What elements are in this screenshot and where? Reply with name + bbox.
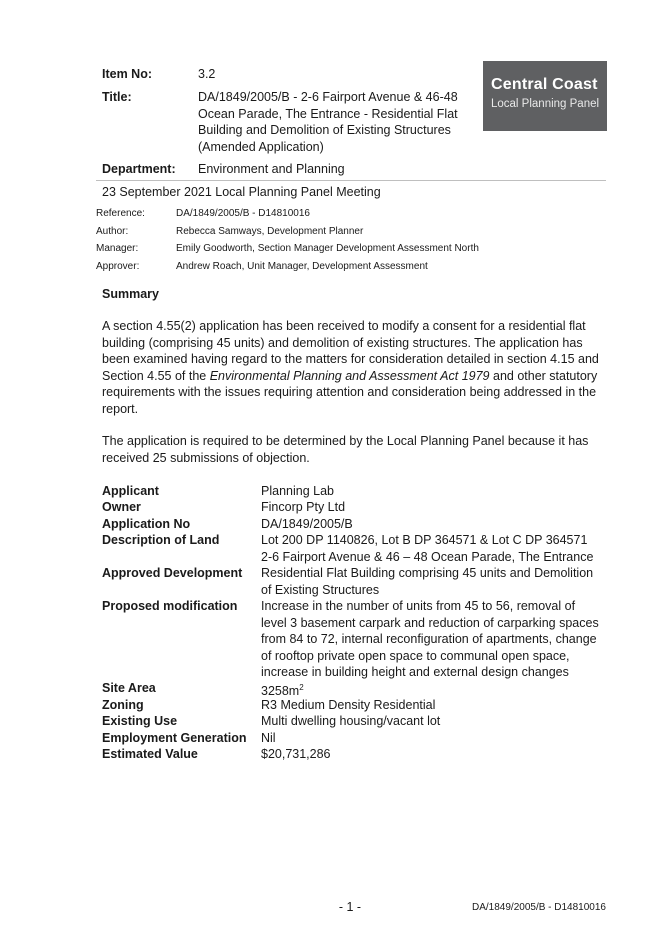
summary-text: A section 4.55(2) application has been received to modify a consent for a residential flat building (comprising 45 units) and demolition of existing structures. The application has been examined having regard to the matters for consideration detailed in section 4.15 and Section 4.55 of the <box>102 319 599 383</box>
detail-line: DA/1849/2005/B <box>261 517 353 531</box>
title-label: Title: <box>102 90 132 104</box>
meta-value-approver: Andrew Roach, Unit Manager, Development Assessment <box>176 261 428 272</box>
meta-value-author: Rebecca Samways, Development Planner <box>176 226 364 237</box>
detail-label-zoning: Zoning <box>102 698 144 712</box>
department-value: Environment and Planning <box>198 162 345 176</box>
detail-value-approved-development <box>261 565 606 598</box>
site-area-value: 3258m <box>261 684 300 699</box>
meeting-title: 23 September 2021 Local Planning Panel Meeting <box>102 185 381 199</box>
detail-label-employment-generation: Employment Generation <box>102 731 247 745</box>
detail-label-proposed-modification: Proposed modification <box>102 599 238 613</box>
act-name: Environmental Planning and Assessment Act 1979 <box>209 368 490 383</box>
detail-value-employment-generation <box>261 730 606 747</box>
summary-heading: Summary <box>102 287 159 301</box>
meta-value-manager: Emily Goodworth, Section Manager Development Assessment North <box>176 243 479 254</box>
detail-line: $20,731,286 <box>261 747 331 761</box>
detail-line: Nil <box>261 731 276 745</box>
detail-label-owner: Owner <box>102 500 141 514</box>
summary-text: and other statutory requirements with the issues requiring attention and consideration being addressed in the report. <box>102 368 598 416</box>
detail-line: increase in building height and external design changes <box>261 665 569 679</box>
detail-value-estimated-value <box>261 746 606 763</box>
detail-line: 2-6 Fairport Avenue & 46 – 48 Ocean Parade, The Entrance <box>261 549 594 564</box>
meta-label-reference: Reference: <box>96 208 145 219</box>
logo-title: Central Coast <box>491 76 598 93</box>
detail-label-approved-development: Approved Development <box>102 566 243 580</box>
detail-label-existing-use: Existing Use <box>102 714 178 728</box>
detail-line: Residential Flat Building comprising 45 units and Demolition <box>261 566 594 580</box>
detail-line: of rooftop private open space to communal open space, <box>261 648 570 663</box>
detail-line: of Existing Structures <box>261 582 380 597</box>
detail-line: Multi dwelling housing/vacant lot <box>261 714 441 728</box>
detail-value-owner <box>261 499 606 516</box>
logo-subtitle: Local Planning Panel <box>491 98 600 110</box>
central-coast-logo <box>483 61 607 131</box>
detail-line: R3 Medium Density Residential <box>261 698 436 712</box>
meta-label-author: Author: <box>96 226 129 237</box>
detail-line: Lot 200 DP 1140826, Lot B DP 364571 & Lot C DP 364571 <box>261 533 588 547</box>
detail-line: Increase in the number of units from 45 to 56, removal of <box>261 599 576 613</box>
detail-label-application-no: Application No <box>102 517 191 531</box>
detail-line: Planning Lab <box>261 484 334 498</box>
title-line: DA/1849/2005/B - 2-6 Fairport Avenue & 46-48 <box>198 90 458 104</box>
title-line: Building and Demolition of Existing Structures <box>198 123 451 137</box>
meta-label-manager: Manager: <box>96 243 139 254</box>
item-no-value: 3.2 <box>198 67 216 81</box>
department-label: Department: <box>102 162 176 176</box>
title-line: Ocean Parade, The Entrance - Residential Flat <box>198 106 458 121</box>
detail-label-site-area: Site Area <box>102 681 156 695</box>
detail-line: level 3 basement carpark and reduction of carparking spaces <box>261 615 599 630</box>
detail-label-applicant: Applicant <box>102 484 159 498</box>
detail-label-description-of-land: Description of Land <box>102 533 220 547</box>
detail-value-description-of-land <box>261 532 606 565</box>
detail-label-estimated-value: Estimated Value <box>102 747 198 761</box>
detail-value-existing-use <box>261 713 606 730</box>
item-no-label: Item No: <box>102 67 152 81</box>
detail-value-proposed-modification <box>261 598 606 681</box>
header-divider <box>96 180 606 181</box>
meta-value-reference: DA/1849/2005/B - D14810016 <box>176 208 310 219</box>
title-line: (Amended Application) <box>198 139 324 154</box>
page-number: - 1 - <box>338 900 362 914</box>
summary-paragraph-1 <box>102 318 602 417</box>
footer-reference: DA/1849/2005/B - D14810016 <box>472 902 606 913</box>
summary-paragraph-2: The application is required to be determined by the Local Planning Panel because it has received 25 submissions of objection. <box>102 434 589 465</box>
detail-value-zoning <box>261 697 606 714</box>
site-area-unit-superscript: 2 <box>299 683 304 692</box>
title-value <box>198 89 478 155</box>
detail-value-applicant <box>261 483 606 500</box>
detail-value-application-no <box>261 516 606 533</box>
detail-line: Fincorp Pty Ltd <box>261 500 346 514</box>
meta-label-approver: Approver: <box>96 261 140 272</box>
detail-line: from 84 to 72, internal reconfiguration of apartments, change <box>261 632 597 646</box>
